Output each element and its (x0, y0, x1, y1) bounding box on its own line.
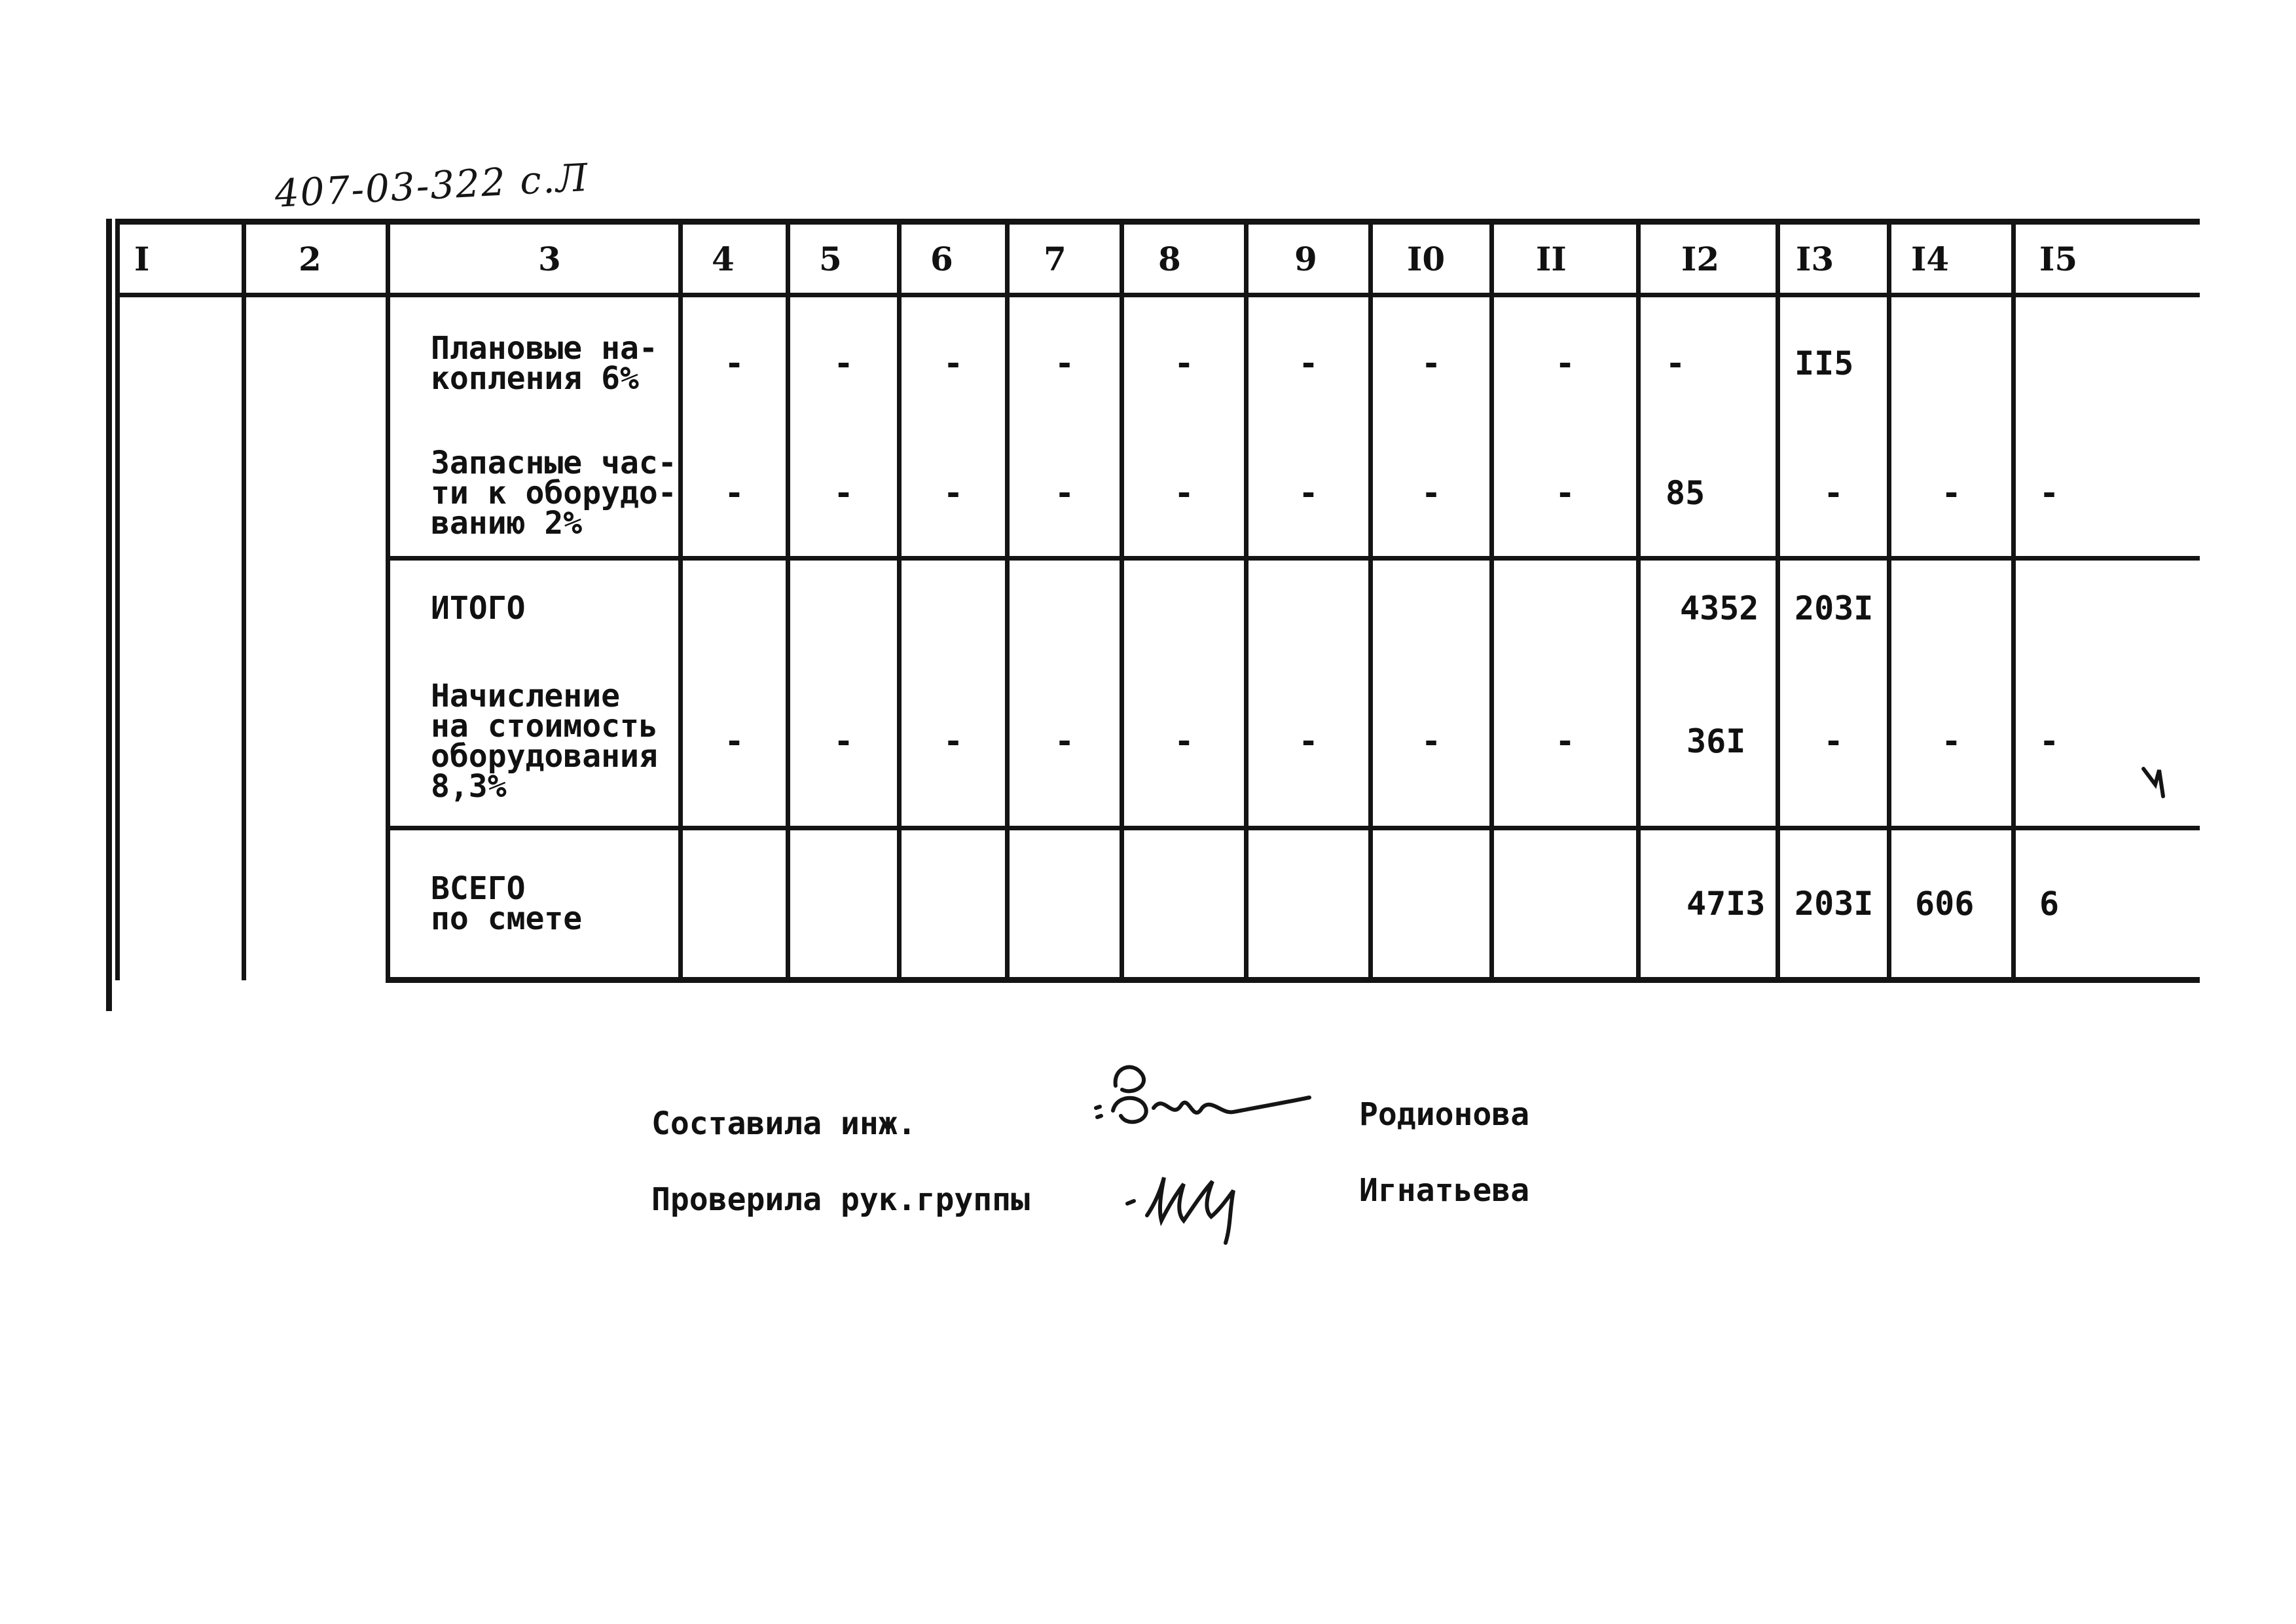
table-cell (1008, 559, 1122, 657)
compiled-role: Составила инж. (651, 1105, 917, 1142)
table-cell (1492, 559, 1639, 657)
table-cell (1492, 828, 1639, 980)
estimate-table (115, 219, 2200, 983)
table-cell: - (788, 295, 900, 430)
table-cell (1122, 559, 1247, 657)
col-2-cell (244, 295, 388, 980)
table-cell (1889, 295, 2014, 430)
col-header: 2 (244, 222, 388, 295)
table-cell: - (1492, 295, 1639, 430)
table-cell: - (1889, 430, 2014, 559)
table-cell (681, 828, 788, 980)
document-code: 407-03-322 с.Л (274, 155, 591, 216)
table-cell: 47I3 (1639, 828, 1778, 980)
table-cell: - (1122, 430, 1247, 559)
row-label: Запасные час- ти к оборудо- ванию 2% (388, 430, 681, 559)
table-cell (2014, 295, 2200, 430)
col-header: I2 (1639, 222, 1778, 295)
checked-role: Проверила рук.группы (651, 1181, 1030, 1218)
table-cell (788, 559, 900, 657)
table-cell: II5 (1778, 295, 1889, 430)
checked-name: Игнатьева (1359, 1172, 1530, 1209)
col-1-cell (118, 295, 244, 980)
table-cell (1122, 828, 1247, 980)
col-header: 9 (1247, 222, 1371, 295)
margin-mark (2140, 764, 2172, 803)
table-cell: - (681, 657, 788, 828)
col-header: 3 (388, 222, 681, 295)
table-cell (1247, 559, 1371, 657)
table-cell: - (681, 430, 788, 559)
table-cell: - (1778, 430, 1889, 559)
table-cell: 36I (1639, 657, 1778, 828)
table-cell: - (1247, 657, 1371, 828)
table-cell: 203I (1778, 828, 1889, 980)
col-header: I5 (2014, 222, 2200, 295)
table-cell: 606 (1889, 828, 2014, 980)
table-cell: - (681, 295, 788, 430)
table-cell: - (900, 430, 1008, 559)
table-cell: - (1008, 430, 1122, 559)
table-cell: - (2014, 430, 2200, 559)
table-cell: - (1122, 295, 1247, 430)
table-cell: - (1008, 657, 1122, 828)
row-label: ВСЕГО по смете (388, 828, 681, 980)
col-header: 4 (681, 222, 788, 295)
table-cell: 85 (1639, 430, 1778, 559)
table-cell: - (1371, 295, 1492, 430)
row-label: ИТОГО (388, 559, 681, 657)
col-header: 8 (1122, 222, 1247, 295)
table-cell (1008, 828, 1122, 980)
table-row (118, 559, 2200, 657)
table-row (118, 657, 2200, 828)
table-cell: - (1492, 657, 1639, 828)
table-row (118, 430, 2200, 559)
table-cell: - (1122, 657, 1247, 828)
table-left-rule (106, 219, 112, 1011)
table-cell: - (2014, 657, 2200, 828)
table-cell: - (900, 657, 1008, 828)
table-cell (681, 559, 788, 657)
table-cell (2014, 559, 2200, 657)
table-cell: - (1008, 295, 1122, 430)
table-cell: - (788, 430, 900, 559)
col-header: 6 (900, 222, 1008, 295)
col-header: 5 (788, 222, 900, 295)
header-row (118, 222, 2200, 295)
table-cell: - (1247, 430, 1371, 559)
table-cell: - (1639, 295, 1778, 430)
table-cell: - (1371, 657, 1492, 828)
table-cell: - (788, 657, 900, 828)
col-header: I4 (1889, 222, 2014, 295)
signature-compiled (1093, 1048, 1329, 1159)
signature-checked (1121, 1164, 1285, 1249)
table-row (118, 828, 2200, 980)
table-cell: 6 (2014, 828, 2200, 980)
compiled-name: Родионова (1359, 1096, 1530, 1133)
table-cell: - (1371, 430, 1492, 559)
table-cell: - (1492, 430, 1639, 559)
col-header: I3 (1778, 222, 1889, 295)
table-cell: - (1247, 295, 1371, 430)
table-cell (1889, 559, 2014, 657)
table-cell (1371, 828, 1492, 980)
table-cell (1371, 559, 1492, 657)
row-label: Плановые на- копления 6% (388, 295, 681, 430)
table-cell (900, 559, 1008, 657)
row-label: Начисление на стоимость оборудования 8,3% (388, 657, 681, 828)
col-header: I0 (1371, 222, 1492, 295)
col-header: 7 (1008, 222, 1122, 295)
table-cell (900, 828, 1008, 980)
col-header: II (1492, 222, 1639, 295)
col-header: I (118, 222, 244, 295)
table-cell (1247, 828, 1371, 980)
table-row (118, 295, 2200, 430)
table-cell: 203I (1778, 559, 1889, 657)
table-cell: - (1889, 657, 2014, 828)
table-cell: - (1778, 657, 1889, 828)
table-cell (788, 828, 900, 980)
table-cell: 4352 (1639, 559, 1778, 657)
table-cell: - (900, 295, 1008, 430)
